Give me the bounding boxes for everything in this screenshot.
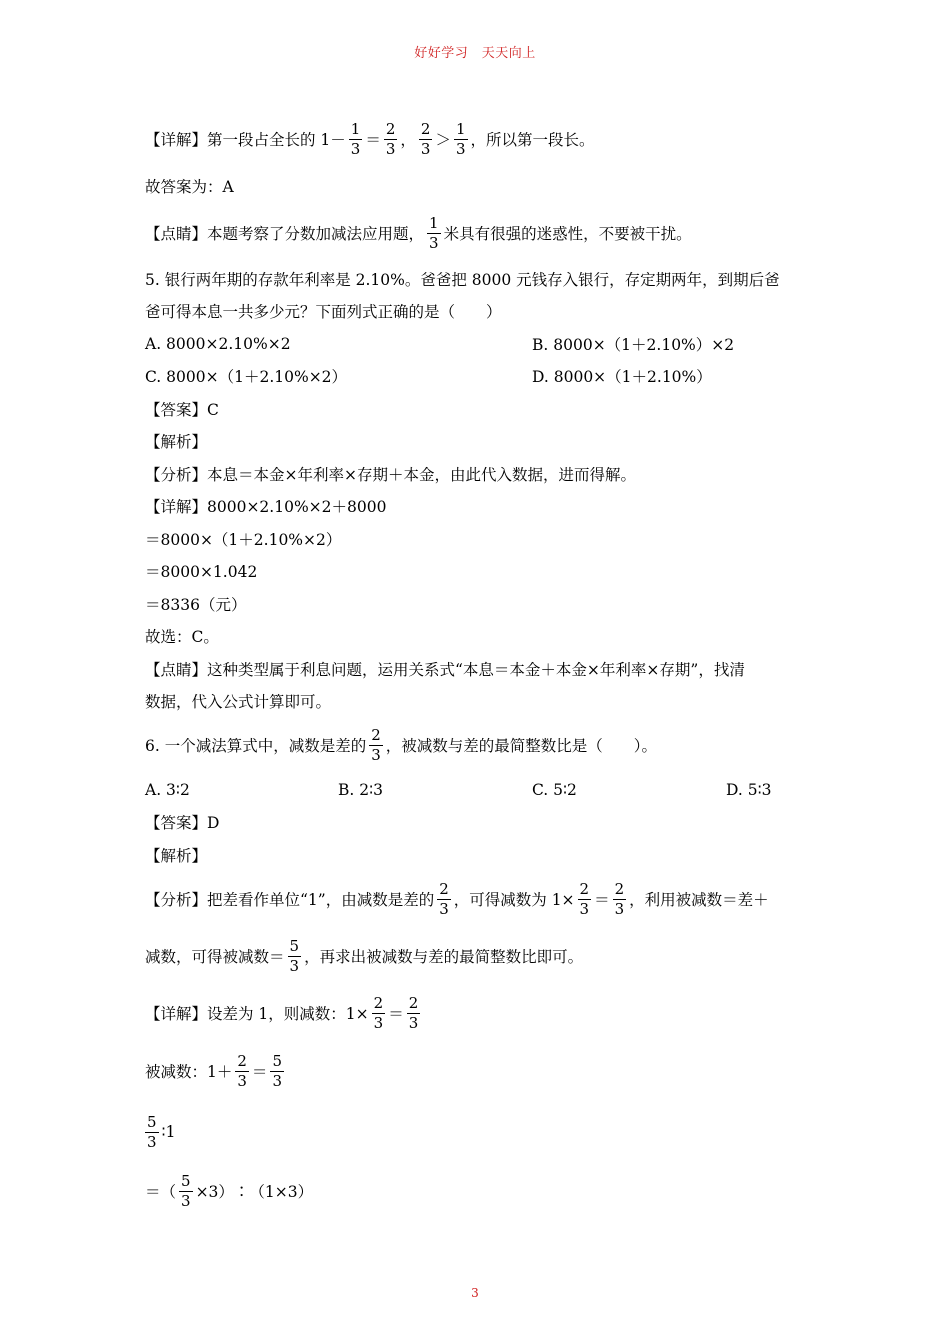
fraction: $\frac{2}{3}$	[579, 879, 590, 918]
q6-ratio: $\frac{5}{3}$ ∶1	[147, 1112, 176, 1151]
q4-dianjing-line: 【点睛】本题考察了分数加减法应用题， $\frac{1}{3}$ 米具有很强的迷惑性，不要被干扰。	[145, 213, 692, 252]
q6-bei: 被减数：1＋ $\frac{2}{3}$ ＝ $\frac{5}{3}$	[145, 1051, 282, 1090]
q5-dianjing2: 数据，代入公式计算即可。	[145, 693, 332, 711]
fraction: $\frac{2}{3}$	[371, 725, 381, 764]
page-number: 3	[471, 1286, 479, 1300]
q6-answer: 【答案】D	[145, 814, 220, 832]
fraction: $\frac{2}{3}$	[408, 993, 419, 1032]
q4-detail-prefix: 【详解】第一段占全长的 1－	[145, 131, 346, 149]
q5-choose: 故选：C。	[145, 628, 219, 646]
fraction: $\frac{1}{3}$	[455, 119, 466, 158]
q5-options-row2	[145, 361, 845, 391]
q5-answer: 【答案】C	[145, 401, 219, 419]
q6-option-c: C. 5∶2	[532, 781, 577, 799]
q5-detail3: ＝8000×1.042	[145, 563, 258, 581]
q6-jiexi: 【解析】	[145, 847, 208, 865]
page-header: 好好学习 天天向上	[414, 46, 536, 61]
q5-analysis: 【分析】本息＝本金×年利率×存期＋本金，由此代入数据，进而得解。	[145, 466, 636, 484]
q5-option-a: A. 8000×2.10%×2	[145, 335, 291, 353]
q4-answer-line: 故答案为：A	[145, 178, 234, 196]
q5-detail1: 【详解】8000×2.10%×2＋8000	[145, 498, 387, 516]
q5-option-c: C. 8000×（1＋2.10%×2）	[145, 368, 348, 386]
q5-option-d: D. 8000×（1＋2.10%）	[532, 368, 712, 386]
q5-detail2: ＝8000×（1＋2.10%×2）	[145, 531, 342, 549]
fraction: $\frac{2}{3}$	[614, 879, 625, 918]
q5-jiexi: 【解析】	[145, 433, 208, 451]
fraction: $\frac{2}{3}$	[385, 119, 396, 158]
q4-detail-line: 【详解】第一段占全长的 1－ $\frac{1}{3}$ ＝ $\frac{2}{3}$ ， $\frac{2}{3}$ ＞ $\frac{1}{3}$ ，所以第一段长。	[145, 119, 595, 158]
fraction: $\frac{2}{3}$	[420, 119, 431, 158]
fraction: $\frac{2}{3}$	[373, 993, 384, 1032]
fraction: $\frac{5}{3}$	[147, 1112, 157, 1151]
fraction: $\frac{2}{3}$	[439, 879, 449, 918]
fraction: $\frac{5}{3}$	[272, 1051, 282, 1090]
fraction: $\frac{2}{3}$	[237, 1051, 247, 1090]
q5-option-b: B. 8000×（1＋2.10%）×2	[532, 336, 735, 354]
q6-option-b: B. 2∶3	[338, 781, 384, 799]
q5-options-row1	[145, 329, 845, 359]
q6-detail1: 【详解】设差为 1，则减数：1× $\frac{2}{3}$ ＝ $\frac{2}{3}$	[145, 993, 419, 1032]
q5-stem-line1: 5. 银行两年期的存款年利率是 2.10%。爸爸把 8000 元钱存入银行，存定期两年，到期后爸	[145, 271, 780, 289]
fraction: $\frac{5}{3}$	[181, 1171, 191, 1210]
q6-option-d: D. 5∶3	[726, 781, 772, 799]
fraction: $\frac{1}{3}$	[350, 119, 361, 158]
q6-analysis2: 减数，可得被减数＝ $\frac{5}{3}$ ，再求出被减数与差的最简整数比即可。	[145, 936, 584, 975]
fraction: $\frac{5}{3}$	[289, 936, 300, 975]
q6-stem: 6. 一个减法算式中，减数是差的 $\frac{2}{3}$ ，被减数与差的最简整数比是（ ）。	[145, 725, 658, 764]
q6-analysis1: 【分析】把差看作单位“1”，由减数是差的 $\frac{2}{3}$ ，可得减数为 1× $\frac{2}{3}$ ＝ $\frac{2}{3}$ ，利用被减数＝差＋	[145, 879, 769, 918]
q6-last: ＝（ $\frac{5}{3}$ ×3）∶（1×3）	[145, 1171, 314, 1210]
q5-dianjing1: 【点睛】这种类型属于利息问题，运用关系式“本息＝本金＋本金×年利率×存期”，找清	[145, 661, 745, 679]
fraction: $\frac{1}{3}$	[429, 213, 439, 252]
q6-option-a: A. 3∶2	[145, 781, 190, 799]
q6-options-row	[145, 775, 845, 805]
q5-stem-line2: 爸可得本息一共多少元？下面列式正确的是（ ）	[145, 303, 502, 321]
q5-detail4: ＝8336（元）	[145, 596, 247, 614]
